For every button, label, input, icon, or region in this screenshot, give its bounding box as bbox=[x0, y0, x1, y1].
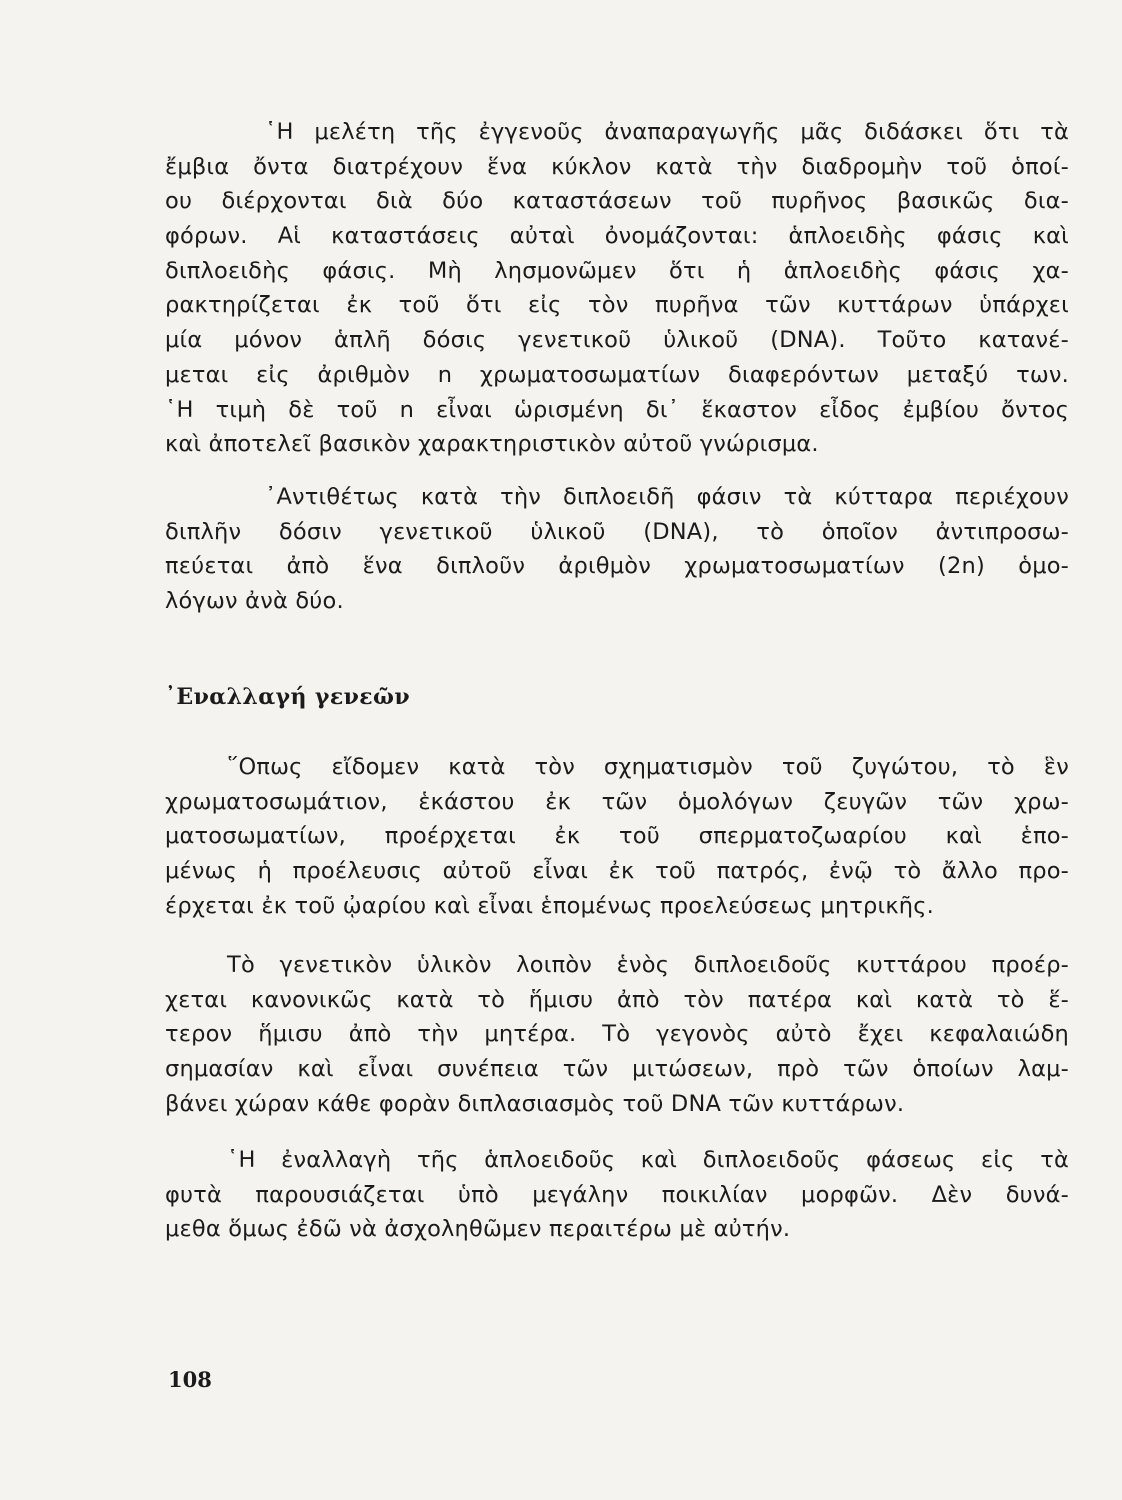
text-line: βάνει χώραν κάθε φορὰν διπλασιασμὸς τοῦ DNA τῶν κυττάρων. bbox=[165, 1090, 905, 1117]
text-line: χεται κανονικῶς κατὰ τὸ ἥμισυ ἀπὸ τὸν πατέρα καὶ κατὰ τὸ ἕ- bbox=[165, 986, 1069, 1013]
text-line: καὶ ἀποτελεῖ βασικὸν χαρακτηριστικὸν αὐτοῦ γνώρισμα. bbox=[165, 431, 819, 458]
text-line: ἔμβια ὄντα διατρέχουν ἕνα κύκλον κατὰ τὴν διαδρομὴν τοῦ ὁποί- bbox=[165, 153, 1069, 180]
text-line: διπλοειδὴς φάσις. Μὴ λησμονῶμεν ὅτι ἡ ἁπλοειδὴς φάσις χα- bbox=[165, 257, 1069, 284]
text-line: Τὸ γενετικὸν ὑλικὸν λοιπὸν ἑνὸς διπλοειδοῦς κυττάρου προέρ- bbox=[227, 952, 1069, 978]
text-line: ῾Η ἐναλλαγὴ τῆς ἁπλοειδοῦς καὶ διπλοειδοῦς φάσεως εἰς τὰ bbox=[227, 1147, 1069, 1173]
text-line: μεθα ὅμως ἐδῶ νὰ ἀσχοληθῶμεν περαιτέρω μὲ αὐτήν. bbox=[165, 1216, 791, 1243]
text-line: πεύεται ἀπὸ ἕνα διπλοῦν ἀριθμὸν χρωματοσωματίων (2n) ὁμο- bbox=[165, 553, 1069, 580]
text-line: μένως ἡ προέλευσις αὐτοῦ εἶναι ἐκ τοῦ πατρός, ἐνῷ τὸ ἄλλο προ- bbox=[165, 858, 1069, 885]
text-line: ου διέρχονται διὰ δύο καταστάσεων τοῦ πυρῆνος βασικῶς δια- bbox=[165, 188, 1069, 215]
text-line: ῞Οπως εἴδομεν κατὰ τὸν σχηματισμὸν τοῦ ζυγώτου, τὸ ἓν bbox=[227, 754, 1069, 780]
text-line: μεται εἰς ἀριθμὸν n χρωματοσωματίων διαφερόντων μεταξύ των. bbox=[165, 361, 1069, 388]
text-line: λόγων ἀνὰ δύο. bbox=[165, 588, 344, 615]
text-line: φόρων. Αἱ καταστάσεις αὐταὶ ὀνομάζονται: ἁπλοειδὴς φάσις καὶ bbox=[165, 223, 1069, 250]
text-line: ρακτηρίζεται ἐκ τοῦ ὅτι εἰς τὸν πυρῆνα τῶν κυττάρων ὑπάρχει bbox=[165, 292, 1069, 319]
text-line: φυτὰ παρουσιάζεται ὑπὸ μεγάλην ποικιλίαν μορφῶν. Δὲν δυνά- bbox=[165, 1181, 1069, 1208]
paragraph-haploid-diploid-intro bbox=[165, 115, 1069, 462]
text-line: ᾽Αντιθέτως κατὰ τὴν διπλοειδῆ φάσιν τὰ κύτταρα περιέχουν bbox=[265, 484, 1069, 510]
text-line: διπλῆν δόσιν γενετικοῦ ὑλικοῦ (DNA), τὸ ὁποῖον ἀντιπροσω- bbox=[165, 518, 1069, 545]
text-line: χρωματοσωμάτιον, ἑκάστου ἐκ τῶν ὁμολόγων ζευγῶν τῶν χρω- bbox=[165, 788, 1069, 815]
text-line: ματοσωματίων, προέρχεται ἐκ τοῦ σπερματοζωαρίου καὶ ἑπο- bbox=[165, 823, 1069, 850]
paragraph-diploid-phase bbox=[165, 480, 1069, 619]
section-heading: ᾽Εναλλαγή γενεῶν bbox=[165, 684, 411, 710]
text-line: ῾Η μελέτη τῆς ἐγγενοῦς ἀναπαραγωγῆς μᾶς διδάσκει ὅτι τὰ bbox=[265, 119, 1069, 145]
text-line: ῾Η τιμὴ δὲ τοῦ n εἶναι ὡρισμένη δι᾽ ἕκαστον εἶδος ἐμβίου ὄντος bbox=[165, 396, 1069, 423]
text-line: σημασίαν καὶ εἶναι συνέπεια τῶν μιτώσεων, πρὸ τῶν ὁποίων λαμ- bbox=[165, 1056, 1069, 1083]
paragraph-plant-alternation bbox=[165, 1143, 1069, 1247]
page-number: 108 bbox=[168, 1367, 212, 1392]
paragraph-genetic-material bbox=[165, 948, 1069, 1121]
paragraph-zygote-origin bbox=[165, 750, 1069, 923]
text-line: μία μόνον ἁπλῆ δόσις γενετικοῦ ὑλικοῦ (DNA). Τοῦτο κατανέ- bbox=[165, 327, 1069, 354]
text-line: τερον ἥμισυ ἀπὸ τὴν μητέρα. Τὸ γεγονὸς αὐτὸ ἔχει κεφαλαιώδη bbox=[165, 1021, 1069, 1048]
text-line: έρχεται ἐκ τοῦ ᾠαρίου καὶ εἶναι ἑπομένως προελεύσεως μητρικῆς. bbox=[165, 892, 934, 919]
